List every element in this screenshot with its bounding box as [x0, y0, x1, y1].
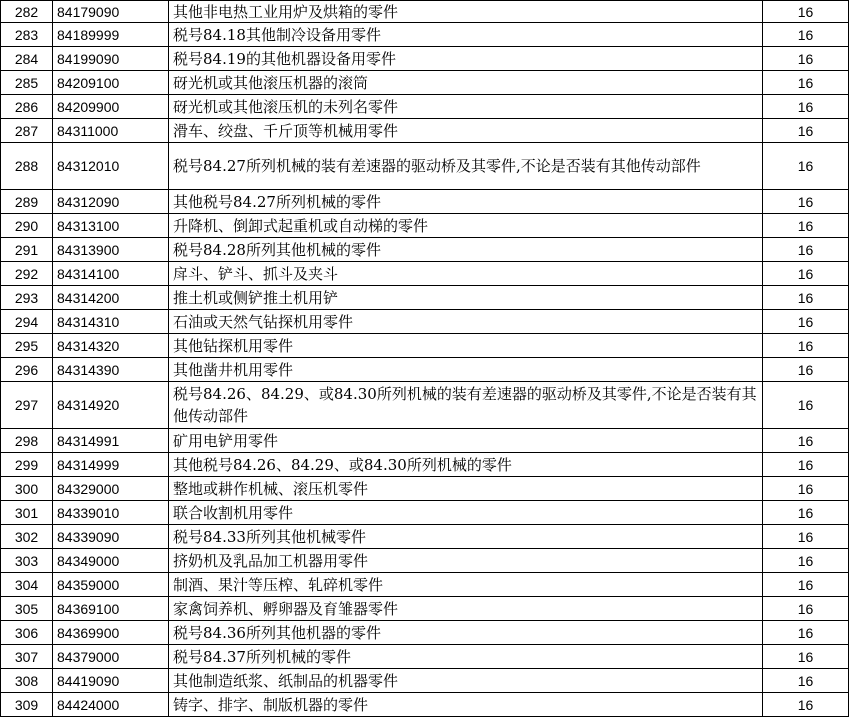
tax-rate: 16	[763, 286, 849, 310]
commodity-code: 84314320	[53, 334, 169, 358]
row-index: 284	[1, 47, 53, 71]
commodity-code: 84419090	[53, 669, 169, 693]
row-index: 302	[1, 525, 53, 549]
row-index: 306	[1, 621, 53, 645]
tax-rate: 16	[763, 621, 849, 645]
row-index: 287	[1, 119, 53, 143]
table-row	[1, 262, 849, 286]
commodity-description: 家禽饲养机、孵卵器及育雏器零件	[169, 597, 763, 621]
commodity-code: 84314991	[53, 429, 169, 453]
table-row	[1, 214, 849, 238]
table-row	[1, 95, 849, 119]
commodity-description: 税号84.37所列机械的零件	[169, 645, 763, 669]
commodity-code: 84314390	[53, 358, 169, 382]
tax-rate: 16	[763, 358, 849, 382]
table-row	[1, 501, 849, 525]
tax-rate: 16	[763, 310, 849, 334]
table-row	[1, 669, 849, 693]
row-index: 288	[1, 143, 53, 190]
tax-rate: 16	[763, 262, 849, 286]
table-row	[1, 310, 849, 334]
table-row	[1, 597, 849, 621]
commodity-description: 税号84.36所列其他机器的零件	[169, 621, 763, 645]
commodity-description: 税号84.33所列其他机械零件	[169, 525, 763, 549]
commodity-description: 其他非电热工业用炉及烘箱的零件	[169, 1, 763, 23]
table-row	[1, 645, 849, 669]
commodity-code: 84349000	[53, 549, 169, 573]
tax-rate: 16	[763, 693, 849, 717]
table-row	[1, 143, 849, 190]
tax-rate: 16	[763, 1, 849, 23]
table-row	[1, 334, 849, 358]
row-index: 304	[1, 573, 53, 597]
commodity-code: 84379000	[53, 645, 169, 669]
row-index: 296	[1, 358, 53, 382]
commodity-code: 84312090	[53, 190, 169, 214]
row-index: 294	[1, 310, 53, 334]
commodity-code: 84314999	[53, 453, 169, 477]
tax-rate: 16	[763, 214, 849, 238]
tax-rate: 16	[763, 143, 849, 190]
commodity-description: 联合收割机用零件	[169, 501, 763, 525]
tax-rate: 16	[763, 429, 849, 453]
commodity-description: 整地或耕作机械、滚压机零件	[169, 477, 763, 501]
commodity-code: 84369100	[53, 597, 169, 621]
tax-rate: 16	[763, 525, 849, 549]
commodity-description: 铸字、排字、制版机器的零件	[169, 693, 763, 717]
commodity-description: 税号84.18其他制冷设备用零件	[169, 23, 763, 47]
tax-rate: 16	[763, 71, 849, 95]
commodity-code: 84199090	[53, 47, 169, 71]
commodity-code: 84314920	[53, 382, 169, 429]
row-index: 293	[1, 286, 53, 310]
row-index: 297	[1, 382, 53, 429]
row-index: 282	[1, 1, 53, 23]
commodity-description: 砑光机或其他滚压机的未列名零件	[169, 95, 763, 119]
table-row	[1, 549, 849, 573]
table-row	[1, 238, 849, 262]
commodity-code: 84313100	[53, 214, 169, 238]
commodity-description: 滑车、绞盘、千斤顶等机械用零件	[169, 119, 763, 143]
commodity-code: 84424000	[53, 693, 169, 717]
commodity-code: 84329000	[53, 477, 169, 501]
tax-rate: 16	[763, 549, 849, 573]
row-index: 300	[1, 477, 53, 501]
commodity-description: 税号84.19的其他机器设备用零件	[169, 47, 763, 71]
table-row	[1, 693, 849, 717]
commodity-code: 84314310	[53, 310, 169, 334]
commodity-description: 挤奶机及乳品加工机器用零件	[169, 549, 763, 573]
commodity-code: 84314200	[53, 286, 169, 310]
row-index: 292	[1, 262, 53, 286]
table-row	[1, 358, 849, 382]
table-row	[1, 190, 849, 214]
table-row	[1, 453, 849, 477]
tax-rate: 16	[763, 190, 849, 214]
tax-rate: 16	[763, 95, 849, 119]
commodity-code: 84359000	[53, 573, 169, 597]
table-row	[1, 477, 849, 501]
row-index: 286	[1, 95, 53, 119]
commodity-code: 84311000	[53, 119, 169, 143]
commodity-code: 84179090	[53, 1, 169, 23]
commodity-code: 84313900	[53, 238, 169, 262]
commodity-description: 升降机、倒卸式起重机或自动梯的零件	[169, 214, 763, 238]
tax-rate: 16	[763, 238, 849, 262]
tax-rate: 16	[763, 119, 849, 143]
row-index: 299	[1, 453, 53, 477]
row-index: 298	[1, 429, 53, 453]
row-index: 305	[1, 597, 53, 621]
tax-rate: 16	[763, 645, 849, 669]
row-index: 289	[1, 190, 53, 214]
row-index: 295	[1, 334, 53, 358]
row-index: 290	[1, 214, 53, 238]
row-index: 309	[1, 693, 53, 717]
tax-rate: 16	[763, 453, 849, 477]
commodity-code: 84209900	[53, 95, 169, 119]
commodity-code: 84339090	[53, 525, 169, 549]
row-index: 307	[1, 645, 53, 669]
commodity-description: 推土机或侧铲推土机用铲	[169, 286, 763, 310]
commodity-description: 税号84.27所列机械的装有差速器的驱动桥及其零件,不论是否装有其他传动部件	[169, 143, 763, 190]
tariff-table-body	[1, 1, 849, 717]
table-row	[1, 286, 849, 310]
commodity-description: 其他税号84.26、84.29、或84.30所列机械的零件	[169, 453, 763, 477]
commodity-description: 砑光机或其他滚压机器的滚筒	[169, 71, 763, 95]
commodity-code: 84312010	[53, 143, 169, 190]
commodity-code: 84189999	[53, 23, 169, 47]
row-index: 283	[1, 23, 53, 47]
table-row	[1, 382, 849, 429]
commodity-description: 矿用电铲用零件	[169, 429, 763, 453]
commodity-code: 84314100	[53, 262, 169, 286]
commodity-description: 其他凿井机用零件	[169, 358, 763, 382]
commodity-description: 制酒、果汁等压榨、轧碎机零件	[169, 573, 763, 597]
commodity-description: 税号84.26、84.29、或84.30所列机械的装有差速器的驱动桥及其零件,不论是否装有其他传动部件	[169, 382, 763, 429]
commodity-code: 84209100	[53, 71, 169, 95]
tax-rate: 16	[763, 382, 849, 429]
table-row	[1, 119, 849, 143]
commodity-code: 84339010	[53, 501, 169, 525]
table-row	[1, 23, 849, 47]
tax-rate: 16	[763, 501, 849, 525]
table-row	[1, 621, 849, 645]
commodity-description: 其他钻探机用零件	[169, 334, 763, 358]
commodity-description: 其他制造纸浆、纸制品的机器零件	[169, 669, 763, 693]
tax-rate: 16	[763, 597, 849, 621]
tax-rate: 16	[763, 669, 849, 693]
table-row	[1, 573, 849, 597]
row-index: 301	[1, 501, 53, 525]
table-row	[1, 47, 849, 71]
tax-rate: 16	[763, 47, 849, 71]
row-index: 303	[1, 549, 53, 573]
commodity-code: 84369900	[53, 621, 169, 645]
tax-rate: 16	[763, 477, 849, 501]
table-row	[1, 525, 849, 549]
tax-rate: 16	[763, 334, 849, 358]
commodity-description: 戽斗、铲斗、抓斗及夹斗	[169, 262, 763, 286]
tax-rate: 16	[763, 573, 849, 597]
table-row	[1, 429, 849, 453]
row-index: 308	[1, 669, 53, 693]
tax-rate: 16	[763, 23, 849, 47]
row-index: 291	[1, 238, 53, 262]
row-index: 285	[1, 71, 53, 95]
commodity-description: 其他税号84.27所列机械的零件	[169, 190, 763, 214]
table-row	[1, 1, 849, 23]
commodity-description: 石油或天然气钻探机用零件	[169, 310, 763, 334]
table-row	[1, 71, 849, 95]
commodity-description: 税号84.28所列其他机械的零件	[169, 238, 763, 262]
